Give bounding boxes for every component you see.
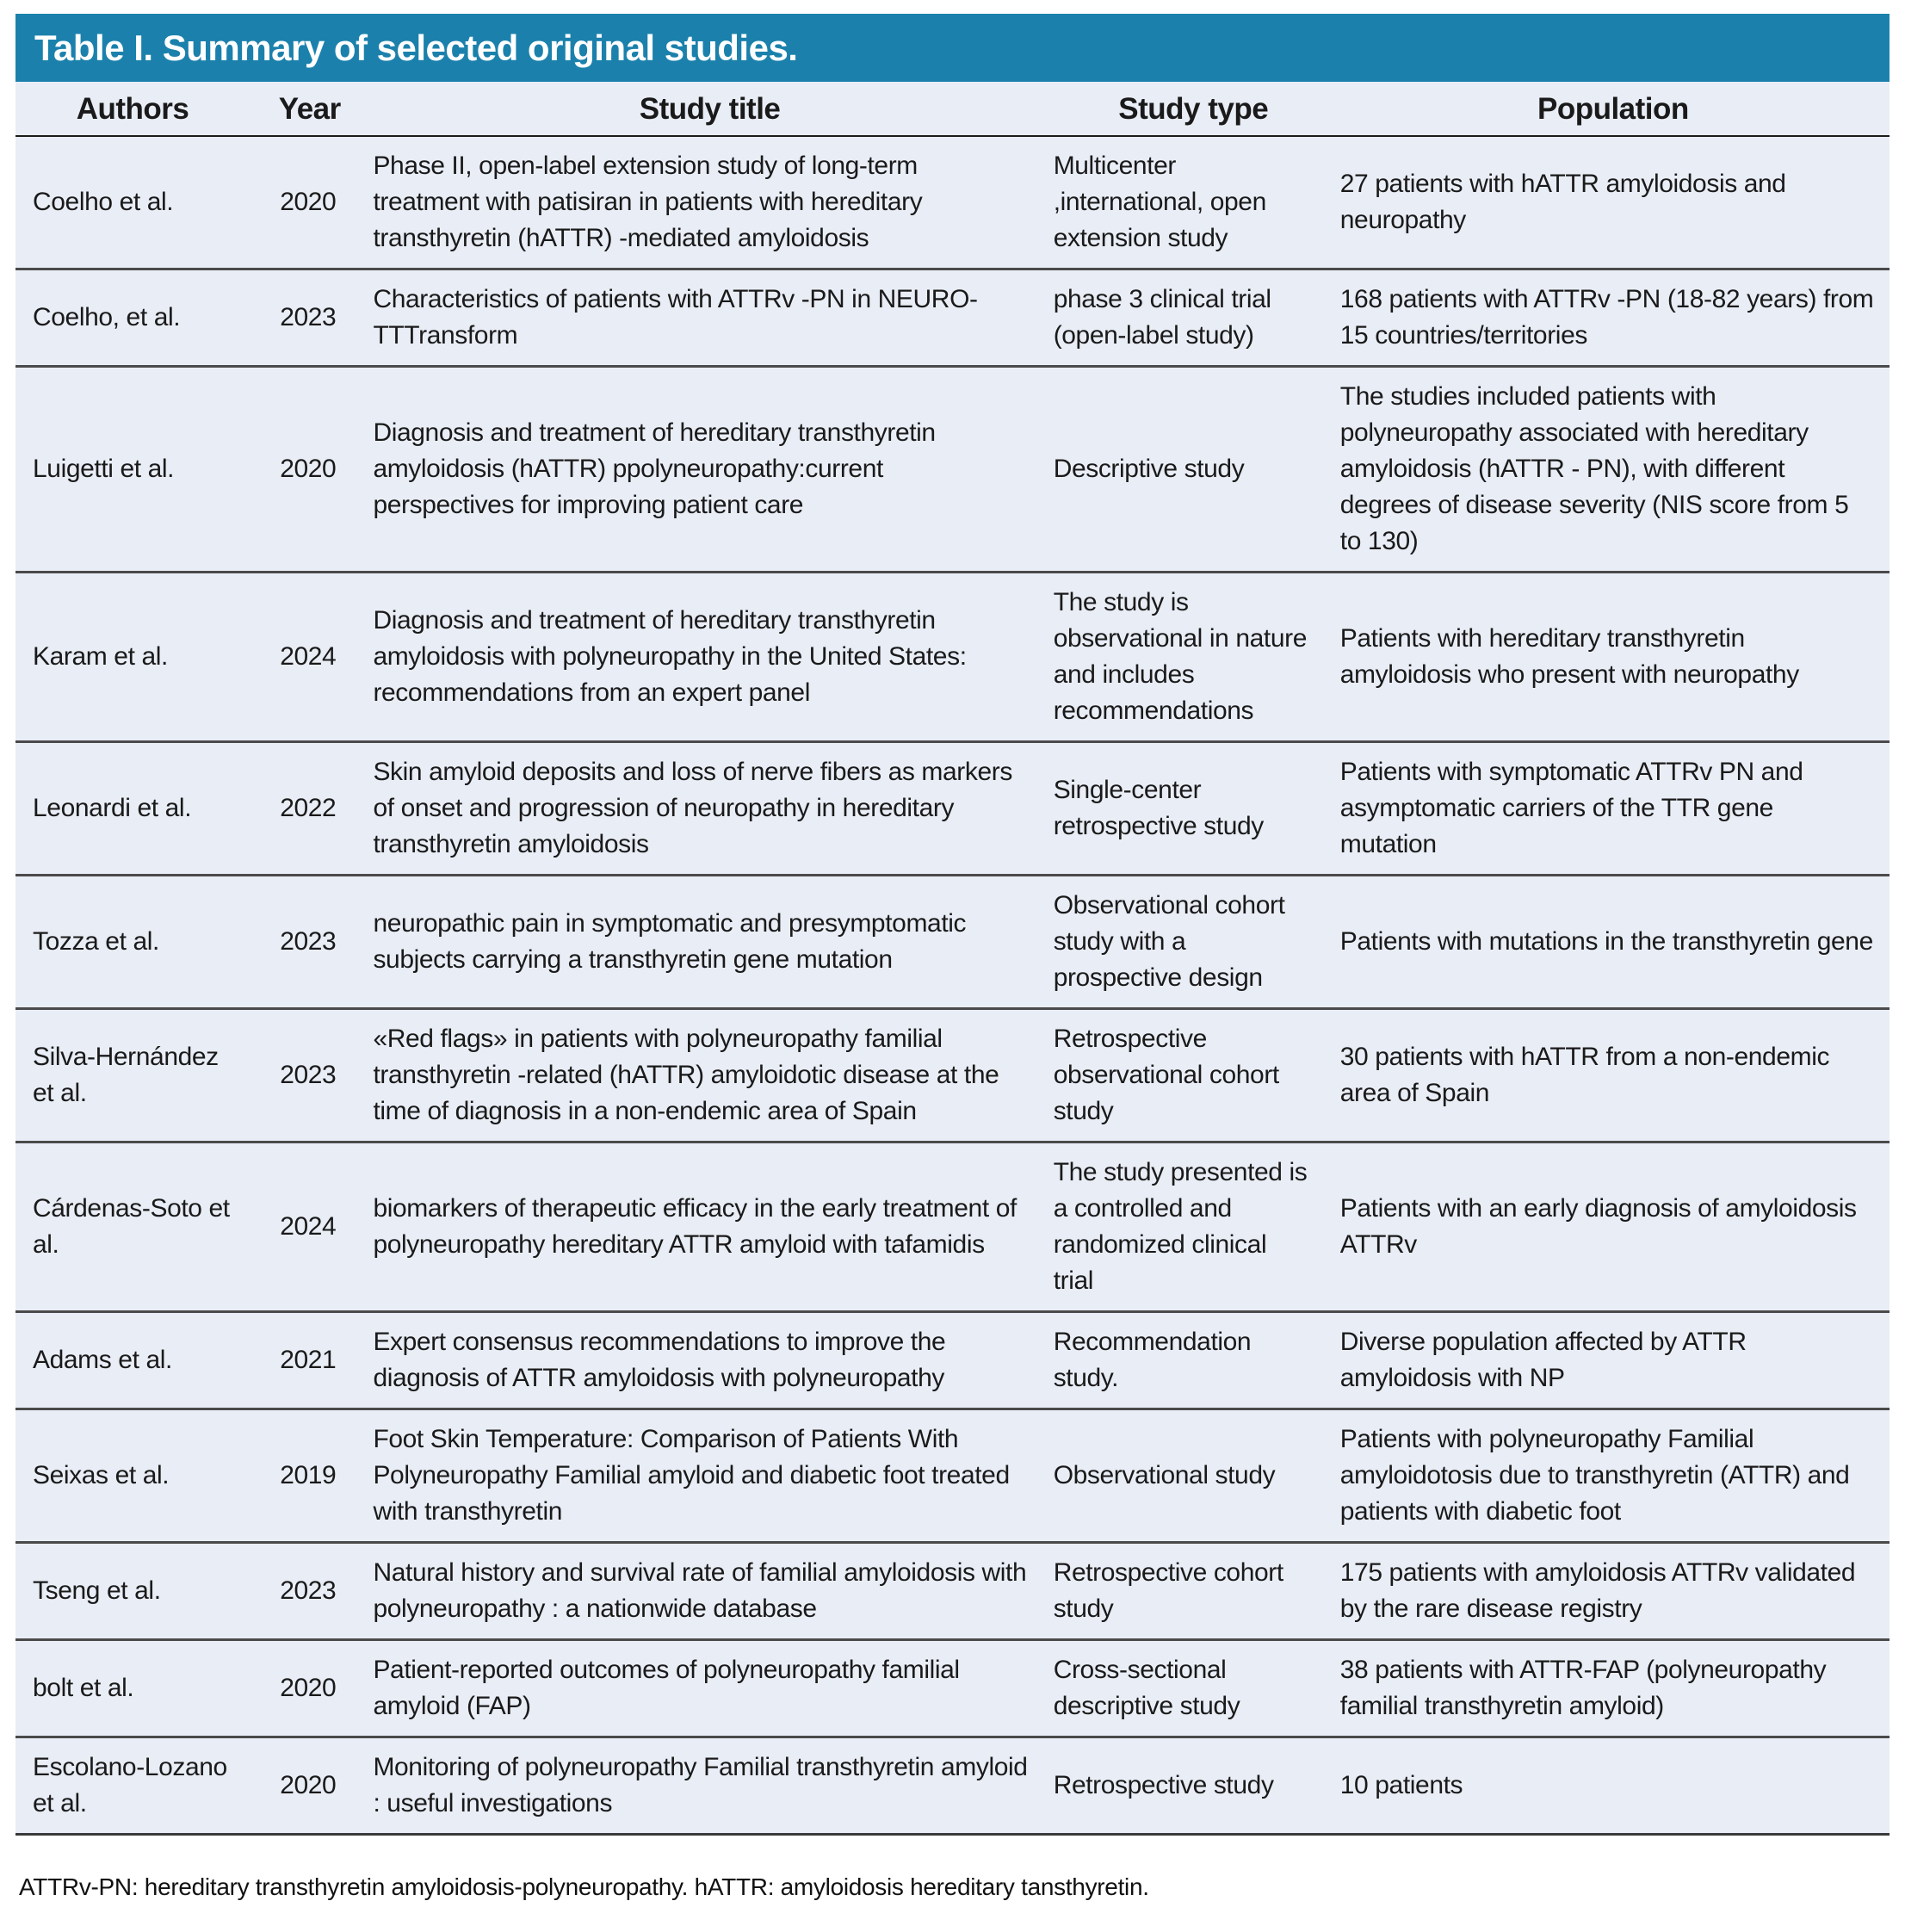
table-row	[15, 1142, 1890, 1312]
cell-authors: bolt et al.	[15, 1640, 250, 1737]
column-header-population: Population	[1337, 82, 1890, 136]
cell-study-type: Descriptive study	[1050, 367, 1337, 573]
cell-year: 2020	[250, 1640, 369, 1737]
cell-population: 30 patients with hATTR from a non-endemic area of Spain	[1337, 1009, 1890, 1142]
cell-study-title: neuropathic pain in symptomatic and presymptomatic subjects carrying a transthyretin gene mutation	[369, 876, 1049, 1009]
cell-population: 175 patients with amyloidosis ATTRv validated by the rare disease registry	[1337, 1543, 1890, 1640]
cell-population: Patients with hereditary transthyretin amyloidosis who present with neuropathy	[1337, 573, 1890, 742]
cell-study-title: Phase II, open-label extension study of long-term treatment with patisiran in patients with hereditary transthyretin (hATTR) -mediated amyloidosis	[369, 136, 1049, 269]
table-row	[15, 573, 1890, 742]
cell-year: 2020	[250, 136, 369, 269]
cell-study-title: Diagnosis and treatment of hereditary transthyretin amyloidosis with polyneuropathy in the United States: recommendations from an expert panel	[369, 573, 1049, 742]
cell-authors: Tozza et al.	[15, 876, 250, 1009]
table-row	[15, 1640, 1890, 1737]
cell-year: 2020	[250, 367, 369, 573]
cell-study-type: Multicenter ,international, open extension study	[1050, 136, 1337, 269]
cell-population: Patients with an early diagnosis of amyloidosis ATTRv	[1337, 1142, 1890, 1312]
cell-study-title: Foot Skin Temperature: Comparison of Patients With Polyneuropathy Familial amyloid and diabetic foot treated with transthyretin	[369, 1409, 1049, 1543]
cell-population: 10 patients	[1337, 1737, 1890, 1835]
cell-study-title: Natural history and survival rate of familial amyloidosis with polyneuropathy : a nationwide database	[369, 1543, 1049, 1640]
cell-authors: Seixas et al.	[15, 1409, 250, 1543]
table-row	[15, 1543, 1890, 1640]
cell-authors: Tseng et al.	[15, 1543, 250, 1640]
table-body	[15, 136, 1890, 1835]
cell-authors: Coelho, et al.	[15, 269, 250, 367]
table-row	[15, 1737, 1890, 1835]
cell-year: 2023	[250, 269, 369, 367]
cell-year: 2020	[250, 1737, 369, 1835]
summary-table	[15, 82, 1890, 1836]
cell-population: Patients with polyneuropathy Familial amyloidotosis due to transthyretin (ATTR) and patients with diabetic foot	[1337, 1409, 1890, 1543]
cell-study-title: Patient-reported outcomes of polyneuropathy familial amyloid (FAP)	[369, 1640, 1049, 1737]
cell-authors: Karam et al.	[15, 573, 250, 742]
cell-study-type: Cross-sectional descriptive study	[1050, 1640, 1337, 1737]
cell-study-title: Characteristics of patients with ATTRv -PN in NEURO- TTTransform	[369, 269, 1049, 367]
cell-authors: Luigetti et al.	[15, 367, 250, 573]
cell-study-type: Observational study	[1050, 1409, 1337, 1543]
cell-authors: Cárdenas-Soto et al.	[15, 1142, 250, 1312]
table-row	[15, 269, 1890, 367]
table-row	[15, 742, 1890, 876]
column-header-study-title: Study title	[369, 82, 1049, 136]
cell-population: Diverse population affected by ATTR amyloidosis with NP	[1337, 1312, 1890, 1409]
cell-year: 2023	[250, 876, 369, 1009]
table-row	[15, 1409, 1890, 1543]
cell-population: 168 patients with ATTRv -PN (18-82 years) from 15 countries/territories	[1337, 269, 1890, 367]
cell-authors: Escolano-Lozano et al.	[15, 1737, 250, 1835]
cell-population: 27 patients with hATTR amyloidosis and neuropathy	[1337, 136, 1890, 269]
cell-study-type: Retrospective cohort study	[1050, 1543, 1337, 1640]
cell-study-type: Retrospective study	[1050, 1737, 1337, 1835]
column-header-authors: Authors	[15, 82, 250, 136]
cell-study-title: «Red flags» in patients with polyneuropathy familial transthyretin -related (hATTR) amyloidotic disease at the time of diagnosis in a non-endemic area of Spain	[369, 1009, 1049, 1142]
table-footnote: ATTRv-PN: hereditary transthyretin amyloidosis-polyneuropathy. hATTR: amyloidosis hereditary tansthyretin.	[19, 1873, 1149, 1900]
cell-authors: Silva-Hernández et al.	[15, 1009, 250, 1142]
cell-study-type: Recommendation study.	[1050, 1312, 1337, 1409]
cell-study-title: Diagnosis and treatment of hereditary transthyretin amyloidosis (hATTR) ppolyneuropathy:current perspectives for improving patient care	[369, 367, 1049, 573]
cell-population: 38 patients with ATTR-FAP (polyneuropathy familial transthyretin amyloid)	[1337, 1640, 1890, 1737]
cell-study-type: phase 3 clinical trial (open-label study)	[1050, 269, 1337, 367]
table-row	[15, 1312, 1890, 1409]
cell-population: The studies included patients with polyneuropathy associated with hereditary amyloidosis (hATTR - PN), with different degrees of disease severity (NIS score from 5 to 130)	[1337, 367, 1890, 573]
cell-study-type: Single-center retrospective study	[1050, 742, 1337, 876]
cell-study-type: Retrospective observational cohort study	[1050, 1009, 1337, 1142]
cell-year: 2024	[250, 1142, 369, 1312]
cell-authors: Leonardi et al.	[15, 742, 250, 876]
cell-study-title: Skin amyloid deposits and loss of nerve fibers as markers of onset and progression of neuropathy in hereditary transthyretin amyloidosis	[369, 742, 1049, 876]
cell-year: 2023	[250, 1543, 369, 1640]
cell-year: 2019	[250, 1409, 369, 1543]
cell-authors: Coelho et al.	[15, 136, 250, 269]
cell-study-type: The study is observational in nature and includes recommendations	[1050, 573, 1337, 742]
table-header	[15, 82, 1890, 136]
column-header-year: Year	[250, 82, 369, 136]
cell-year: 2021	[250, 1312, 369, 1409]
cell-study-type: The study presented is a controlled and randomized clinical trial	[1050, 1142, 1337, 1312]
table-row	[15, 1009, 1890, 1142]
cell-study-type: Observational cohort study with a prospective design	[1050, 876, 1337, 1009]
cell-population: Patients with mutations in the transthyretin gene	[1337, 876, 1890, 1009]
table-title-bar	[15, 14, 1890, 82]
table-row	[15, 876, 1890, 1009]
cell-study-title: biomarkers of therapeutic efficacy in the early treatment of polyneuropathy hereditary ATTR amyloid with tafamidis	[369, 1142, 1049, 1312]
cell-study-title: Expert consensus recommendations to improve the diagnosis of ATTR amyloidosis with polyneuropathy	[369, 1312, 1049, 1409]
cell-year: 2023	[250, 1009, 369, 1142]
column-header-study-type: Study type	[1050, 82, 1337, 136]
table-title: Table I. Summary of selected original studies.	[34, 28, 798, 68]
table-row	[15, 367, 1890, 573]
header-row	[15, 82, 1890, 136]
cell-authors: Adams et al.	[15, 1312, 250, 1409]
cell-population: Patients with symptomatic ATTRv PN and asymptomatic carriers of the TTR gene mutation	[1337, 742, 1890, 876]
cell-year: 2024	[250, 573, 369, 742]
table-row	[15, 136, 1890, 269]
cell-study-title: Monitoring of polyneuropathy Familial transthyretin amyloid : useful investigations	[369, 1737, 1049, 1835]
cell-year: 2022	[250, 742, 369, 876]
